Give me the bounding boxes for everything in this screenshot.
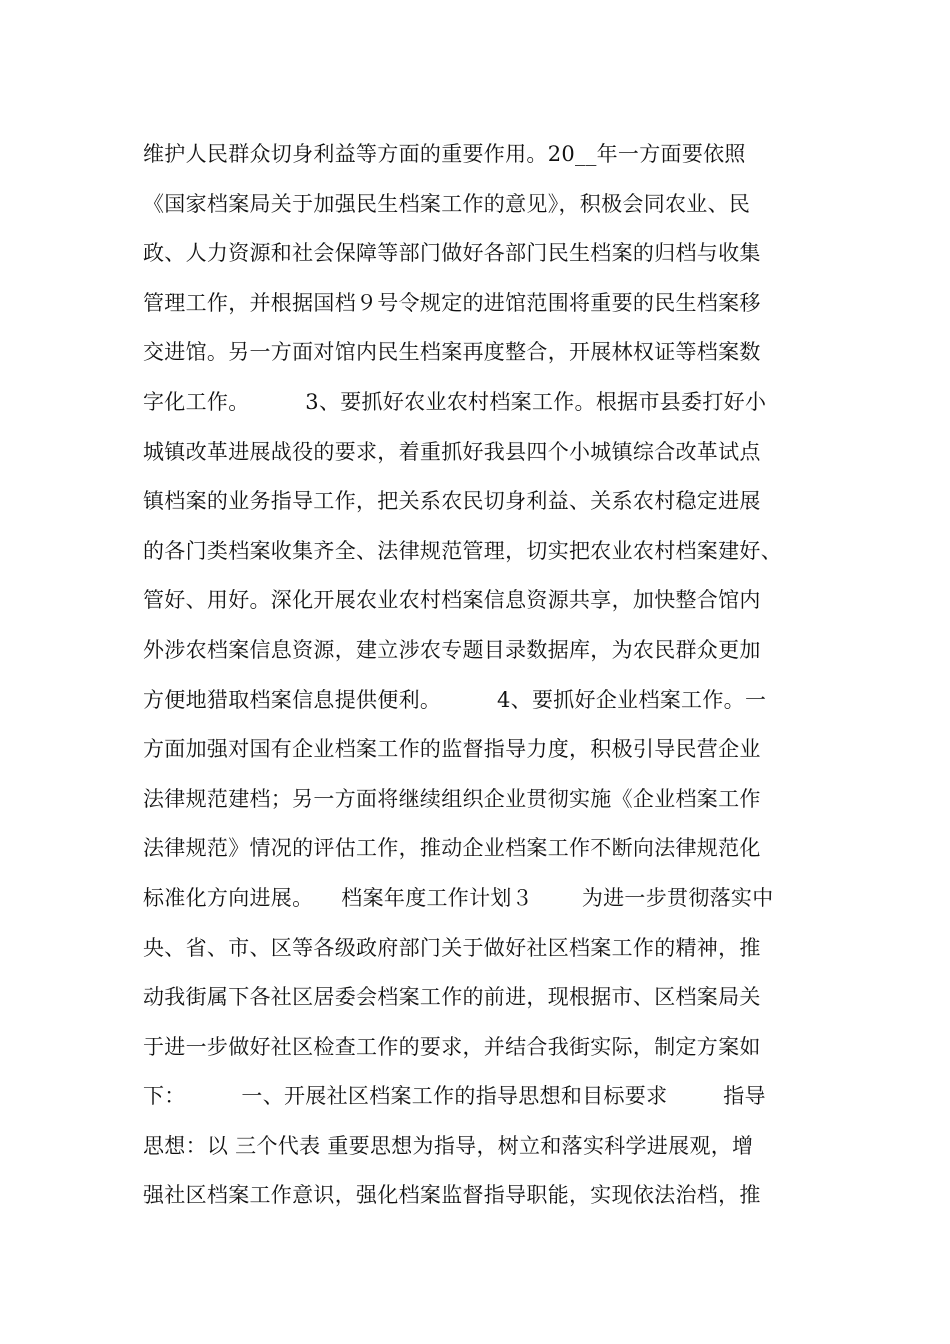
text-line: 外涉农档案信息资源，建立涉农专题目录数据库，为农民群众更加: [143, 637, 761, 662]
text-line: 下： 一、开展社区档案工作的指导思想和目标要求 指导: [143, 1084, 766, 1109]
text-line: 央、省、市、区等各级政府部门关于做好社区档案工作的精神，推: [143, 935, 761, 960]
text-line: 《国家档案局关于加强民生档案工作的意见》，积极会同农业、民: [143, 191, 751, 216]
text-line: 管理工作，并根据国档９号令规定的进馆范围将重要的民生档案移: [143, 290, 761, 315]
text-line: 方便地猎取档案信息提供便利。 4、要抓好企业档案工作。一: [143, 687, 767, 712]
text-line: 动我街属下各社区居委会档案工作的前进，现根据市、区档案局关: [143, 985, 761, 1010]
text-line: 字化工作。 3、要抓好农业农村档案工作。根据市县委打好小: [143, 389, 767, 414]
text-line: 法律规范》情况的评估工作，推动企业档案工作不断向法律规范化: [143, 836, 761, 861]
text-line: 强社区档案工作意识，强化档案监督指导职能，实现依法治档，推: [143, 1183, 761, 1208]
text-line: 法律规范建档；另一方面将继续组织企业贯彻实施《企业档案工作: [143, 786, 761, 811]
text-line: 政、人力资源和社会保障等部门做好各部门民生档案的归档与收集: [143, 241, 761, 266]
text-line: 方面加强对国有企业档案工作的监督指导力度，积极引导民营企业: [143, 737, 761, 762]
text-line: 管好、用好。深化开展农业农村档案信息资源共享，加快整合馆内: [143, 588, 761, 613]
text-line: 交进馆。另一方面对馆内民生档案再度整合，开展林权证等档案数: [143, 340, 761, 365]
text-line: 标准化方向进展。 档案年度工作计划３ 为进一步贯彻落实中: [143, 885, 774, 910]
text-line: 城镇改革进展战役的要求，着重抓好我县四个小城镇综合改革试点: [143, 439, 761, 464]
body-text: [143, 130, 823, 1221]
text-line: 思想：以 三个代表 重要思想为指导，树立和落实科学进展观，增: [143, 1133, 754, 1158]
text-line: 维护人民群众切身利益等方面的重要作用。20__年一方面要依照: [143, 142, 746, 166]
text-line: 的各门类档案收集齐全、法律规范管理，切实把农业农村档案建好、: [143, 538, 782, 563]
text-line: 于进一步做好社区检查工作的要求，并结合我街实际，制定方案如: [143, 1034, 761, 1059]
text-line: 镇档案的业务指导工作，把关系农民切身利益、关系农村稳定进展: [143, 489, 761, 514]
